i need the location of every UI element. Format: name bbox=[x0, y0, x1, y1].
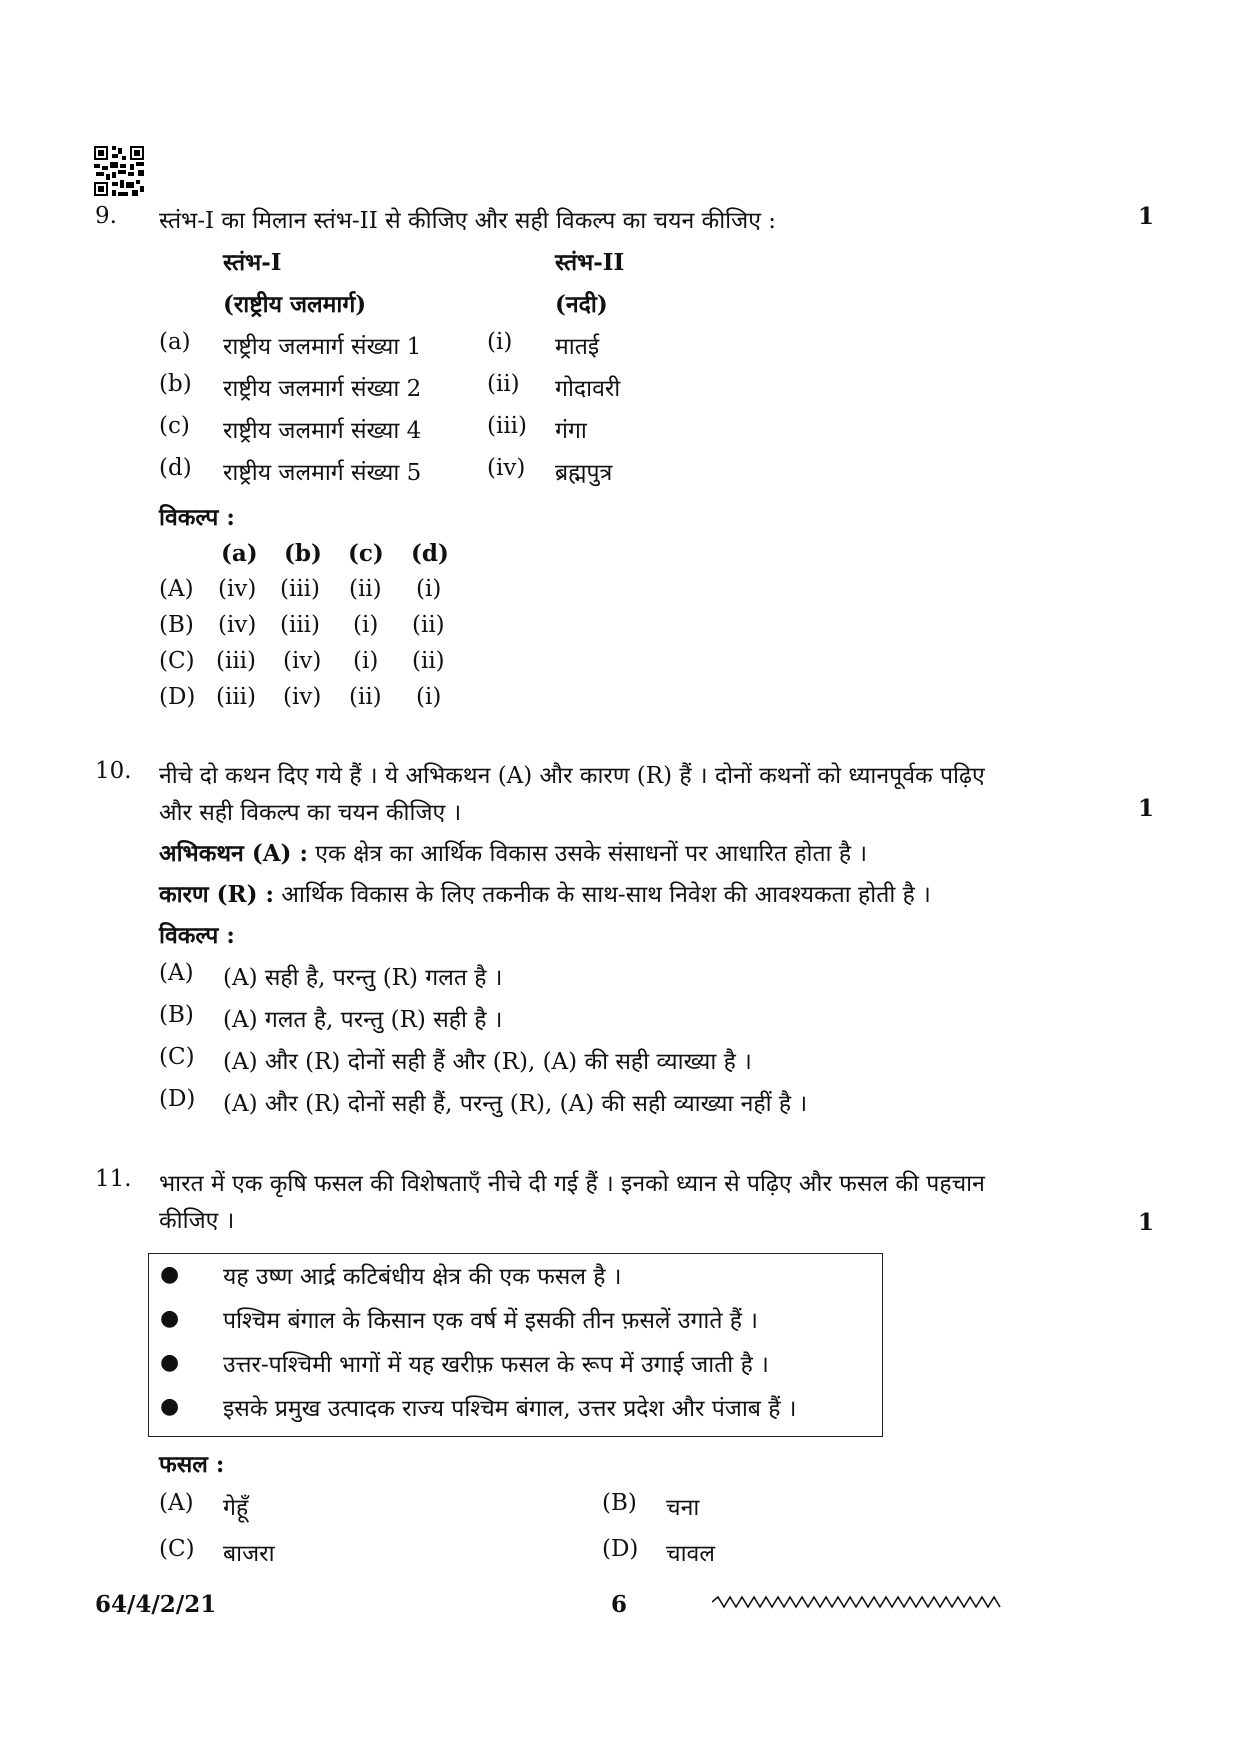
list-item-label: (i) bbox=[487, 329, 513, 355]
option-text: गेहूँ bbox=[223, 1495, 249, 1521]
q10-text-line2: और सही विकल्प का चयन कीजिए । bbox=[159, 800, 462, 826]
option-value: (iii) bbox=[216, 648, 257, 674]
q9-marks: 1 bbox=[1138, 203, 1155, 230]
list-item-text: राष्ट्रीय जलमार्ग संख्या 1 bbox=[223, 334, 422, 360]
option-value: (iii) bbox=[280, 576, 321, 602]
list-item-text: मातई bbox=[555, 334, 600, 360]
option-key: (D) bbox=[159, 1086, 196, 1112]
q9-column1-subheading: (राष्ट्रीय जलमार्ग) bbox=[223, 291, 367, 318]
option-value: (iii) bbox=[280, 612, 321, 638]
grid-header: (b) bbox=[284, 540, 322, 567]
paper-code: 64/4/2/21 bbox=[95, 1591, 217, 1618]
option-key: (B) bbox=[159, 1002, 194, 1028]
option-text: (A) सही है, परन्तु (R) गलत है । bbox=[223, 965, 503, 991]
bullet-icon: ● bbox=[160, 1394, 180, 1419]
list-item-label: (iv) bbox=[487, 455, 526, 481]
q10-reason bbox=[159, 877, 931, 909]
option-value: (ii) bbox=[412, 612, 445, 638]
option-key: (A) bbox=[159, 960, 194, 986]
q9-text: स्तंभ-I का मिलान स्तंभ-II से कीजिए और सही विकल्प का चयन कीजिए : bbox=[159, 208, 776, 234]
list-item-text: गंगा bbox=[555, 418, 587, 444]
list-item-label: (c) bbox=[159, 413, 190, 439]
q11-text-line2: कीजिए । bbox=[159, 1208, 235, 1234]
q11-options-label: फसल : bbox=[159, 1451, 225, 1478]
bullet-icon: ● bbox=[160, 1262, 180, 1287]
option-key: (B) bbox=[602, 1490, 637, 1516]
q9-column2-heading: स्तंभ-II bbox=[555, 249, 625, 276]
q10-marks: 1 bbox=[1138, 795, 1155, 822]
list-item-label: (d) bbox=[159, 455, 192, 481]
q10-number: 10. bbox=[95, 758, 132, 784]
option-key: (C) bbox=[159, 1044, 195, 1070]
option-value: (ii) bbox=[349, 684, 382, 710]
grid-header: (d) bbox=[411, 540, 449, 567]
option-value: (iv) bbox=[283, 648, 322, 674]
option-key: (C) bbox=[159, 648, 195, 674]
q11-number: 11. bbox=[95, 1166, 132, 1192]
option-value: (i) bbox=[353, 612, 379, 638]
option-key: (B) bbox=[159, 612, 194, 638]
list-item-text: राष्ट्रीय जलमार्ग संख्या 4 bbox=[223, 418, 422, 444]
list-item-text: गोदावरी bbox=[555, 376, 621, 402]
assertion-text: एक क्षेत्र का आर्थिक विकास उसके संसाधनों पर आधारित होता है । bbox=[307, 841, 868, 867]
q11-marks: 1 bbox=[1138, 1209, 1155, 1236]
list-item-text: ब्रह्मपुत्र bbox=[555, 460, 613, 486]
list-item: पश्चिम बंगाल के किसान एक वर्ष में इसकी तीन फ़सलें उगाते हैं । bbox=[223, 1308, 759, 1334]
list-item: उत्तर-पश्चिमी भागों में यह खरीफ़ फसल के रूप में उगाई जाती है । bbox=[223, 1352, 769, 1378]
qr-code-icon bbox=[94, 146, 144, 196]
q9-column1-heading: स्तंभ-I bbox=[223, 249, 282, 276]
option-text: (A) गलत है, परन्तु (R) सही है । bbox=[223, 1007, 503, 1033]
option-text: (A) और (R) दोनों सही हैं, परन्तु (R), (A) की सही व्याख्या नहीं है । bbox=[223, 1091, 808, 1117]
option-text: चना bbox=[666, 1495, 700, 1521]
list-item: यह उष्ण आर्द्र कटिबंधीय क्षेत्र की एक फसल है । bbox=[223, 1264, 622, 1290]
list-item-label: (a) bbox=[159, 329, 191, 355]
q11-text-line1: भारत में एक कृषि फसल की विशेषताएँ नीचे दी गई हैं । इनको ध्यान से पढ़िए और फसल की पहचान bbox=[159, 1171, 985, 1197]
option-value: (iv) bbox=[218, 576, 257, 602]
q10-text-line1: नीचे दो कथन दिए गये हैं । ये अभिकथन (A) और कारण (R) हैं । दोनों कथनों को ध्यानपूर्वक पढ़िए bbox=[159, 763, 985, 789]
option-value: (i) bbox=[416, 684, 442, 710]
q9-options-label: विकल्प : bbox=[159, 504, 235, 531]
reason-text: आर्थिक विकास के लिए तकनीक के साथ-साथ निवेश की आवश्यकता होती है । bbox=[274, 882, 931, 908]
option-value: (iii) bbox=[216, 684, 257, 710]
option-key: (D) bbox=[602, 1536, 639, 1562]
option-value: (i) bbox=[353, 648, 379, 674]
list-item-label: (ii) bbox=[487, 371, 520, 397]
option-key: (C) bbox=[159, 1536, 195, 1562]
option-value: (iv) bbox=[218, 612, 257, 638]
q9-number: 9. bbox=[95, 203, 117, 229]
q10-options-label: विकल्प : bbox=[159, 922, 235, 949]
option-value: (ii) bbox=[412, 648, 445, 674]
list-item-text: राष्ट्रीय जलमार्ग संख्या 5 bbox=[223, 460, 422, 486]
option-text: (A) और (R) दोनों सही हैं और (R), (A) की सही व्याख्या है । bbox=[223, 1049, 752, 1075]
grid-header: (c) bbox=[348, 540, 384, 567]
option-key: (A) bbox=[159, 576, 194, 602]
list-item: इसके प्रमुख उत्पादक राज्य पश्चिम बंगाल, उत्तर प्रदेश और पंजाब हैं । bbox=[223, 1396, 797, 1422]
option-text: चावल bbox=[666, 1541, 715, 1567]
bullet-icon: ● bbox=[160, 1306, 180, 1331]
reason-label: कारण (R) : bbox=[159, 881, 275, 908]
list-item-label: (iii) bbox=[487, 413, 528, 439]
assertion-label: अभिकथन (A) : bbox=[159, 840, 308, 867]
wavy-line-icon bbox=[712, 1595, 1002, 1609]
option-value: (iv) bbox=[283, 684, 322, 710]
list-item-label: (b) bbox=[159, 371, 192, 397]
grid-header: (a) bbox=[221, 540, 258, 567]
q10-assertion bbox=[159, 836, 867, 868]
bullet-icon: ● bbox=[160, 1350, 180, 1375]
page-number: 6 bbox=[611, 1591, 628, 1618]
option-key: (D) bbox=[159, 684, 196, 710]
list-item-text: राष्ट्रीय जलमार्ग संख्या 2 bbox=[223, 376, 422, 402]
option-value: (i) bbox=[416, 576, 442, 602]
option-value: (ii) bbox=[349, 576, 382, 602]
option-key: (A) bbox=[159, 1490, 194, 1516]
option-text: बाजरा bbox=[223, 1541, 275, 1567]
q9-column2-subheading: (नदी) bbox=[555, 291, 608, 318]
